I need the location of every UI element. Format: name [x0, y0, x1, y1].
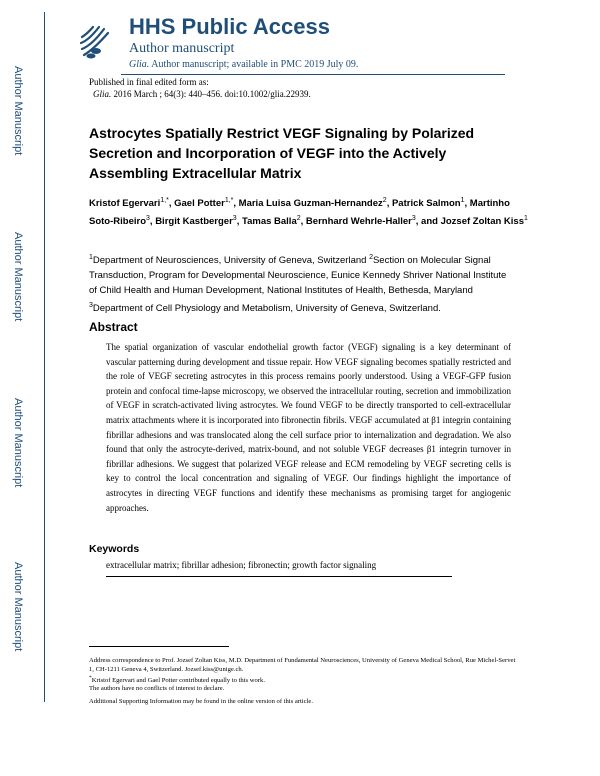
- header-rule: [121, 74, 505, 75]
- author: Gael Potter$^{1,*}$: [174, 197, 234, 210]
- footnote-correspondence: Address correspondence to Prof. Jozsef Zoltan Kiss, M.D. Department of Fundamental Neurosciences, University of Geneva Medical School, Rue Michel-Servet 1, CH-1211 Geneva 4, Switzerland. Jozsef.kiss@unige.ch. *Kristof Egervari and Gael Potter contributed equally to this work.: [89, 657, 516, 685]
- author: Kristof Egervari$^{1,*}$: [89, 197, 169, 210]
- sidebar-label: Author Manuscript: [12, 232, 24, 322]
- author: Birgit Kastberger$^3$: [155, 215, 237, 228]
- author: Tamas Balla$^2$: [241, 215, 301, 228]
- footnote-supporting: Additional Supporting Information may be found in the online version of this article.: [89, 698, 313, 705]
- keywords-heading: Keywords: [89, 543, 140, 555]
- author: Patrick Salmon$^1$: [391, 197, 465, 210]
- sidebar-label: Author Manuscript: [12, 562, 24, 652]
- citation: Glia. 2016 March ; 64(3): 440–456. doi:10.1002/glia.22939.: [93, 89, 311, 99]
- author-list: Kristof Egervari$^{1,*}$, Gael Potter$^{1,*}$, Maria Luisa Guzman-Hernandez$^2$, Patrick Salmon$^1$, Martinho Soto-Ribeiro$^3$, Birgit Kastberger$^3$, Tamas Balla$^2$, Bernhard Wehrle-Haller$^3$, and Jozsef Zoltan Kiss$^1$: [89, 197, 528, 228]
- article-title: Astrocytes Spatially Restrict VEGF Signaling by Polarized Secretion and Incorporation of VEGF into the Actively Assembling Extracellular Matrix: [89, 125, 475, 181]
- affiliations: $^1$Department of Neurosciences, University of Geneva, Switzerland $^2$Section on Molecular Signal Transduction, Program for Developmental Neuroscience, Eunice Kennedy Shriver National Institute of Child Health and Human Development, National Institutes of Health, Bethesda, Maryland $^3$Department of Cell Physiology and Metabolism, University of Geneva, Switzerland.: [89, 254, 507, 315]
- author: Martinho Soto-Ribeiro$^3$: [89, 198, 510, 228]
- author: Bernhard Wehrle-Haller$^3$: [305, 215, 416, 228]
- header-subtitle: Author manuscript: [129, 41, 235, 56]
- footnote-rule: [89, 646, 229, 647]
- header-title: HHS Public Access: [129, 14, 330, 39]
- sidebar-rule: [44, 12, 45, 702]
- sidebar-label: Author Manuscript: [12, 398, 24, 488]
- published-note: Published in final edited form as:: [89, 77, 209, 87]
- abstract-heading: Abstract: [89, 320, 138, 334]
- author: Jozsef Zoltan Kiss$^1$: [440, 215, 528, 228]
- hhs-eagle-icon: [74, 19, 118, 63]
- header-journal: Glia.: [129, 59, 150, 70]
- sidebar-label: Author Manuscript: [12, 66, 24, 156]
- keywords-rule: [106, 576, 452, 577]
- author: Maria Luisa Guzman-Hernandez$^2$: [238, 197, 387, 210]
- header-meta: Glia. Author manuscript; available in PMC 2019 July 09.: [129, 59, 359, 70]
- abstract-text: The spatial organization of vascular endothelial growth factor (VEGF) signaling is a key determinant of vascular patterning during development and tissue repair. How VEGF signaling becomes spatially restricted and the role of VEGF secreting astrocytes in this process remains poorly understood. Using a VEGF-GFP fusion protein and confocal time-lapse microscopy, we observed the intracellular routing, secretion and immobilization of VEGF in scratch-activated living astrocytes. We found VEGF to be directly transported to cell-extracellular matrix attachments where it is incorporated into fibronectin fibrils. VEGF accumulated at β1 integrin containing fibrillar adhesions and was translocated along the cell surface prior to internalization and degradation. We also found that only the astrocyte-derived, matrix-bound, and not soluble VEGF decreases β1 integrin turnover in fibrillar adhesions. We suggest that polarized VEGF release and ECM remodeling by VEGF secreting cells is key to control the local concentration and signaling of VEGF. Our findings highlight the importance of astrocytes in directing VEGF functions and identify these mechanisms as promising target for angiogenic approaches.: [106, 342, 511, 513]
- footnote-conflict: The authors have no conflicts of interest to declare.: [89, 685, 225, 692]
- keywords-text: extracellular matrix; fibrillar adhesion; fibronectin; growth factor signaling: [106, 560, 377, 570]
